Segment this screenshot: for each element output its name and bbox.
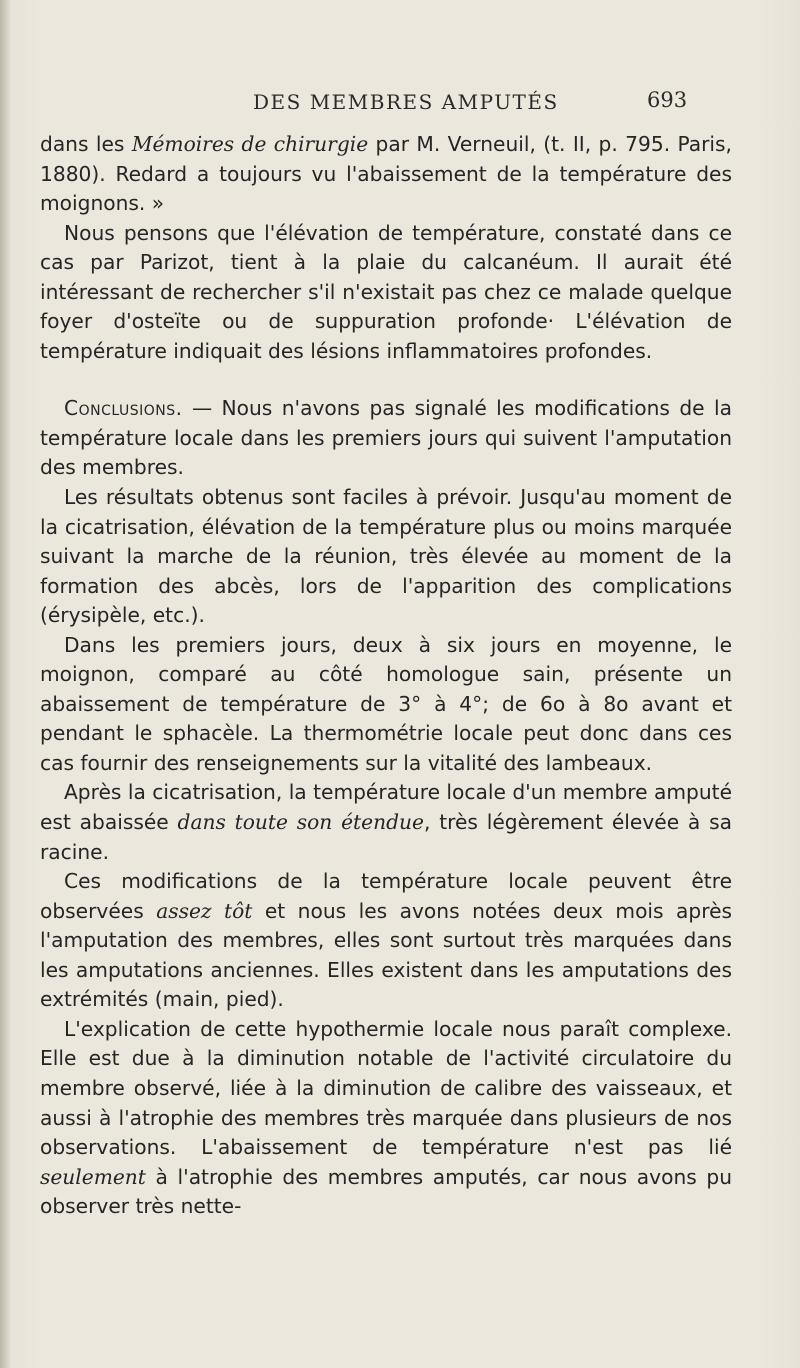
cited-book-title: Mémoires de chirurgie [131, 132, 369, 156]
paragraph-6-text-c: , très légèrement élevée à sa racine. [40, 810, 733, 864]
page-number: 693 [647, 88, 688, 112]
paragraph-2: Nous pensons que l'élévation de température, constaté dans ce cas par Parizot, tient à la plaie du calcanéum. Il aurait été intéressant de rechercher s'il n'existait pas chez ce malade quelque foyer d'osteïte ou de suppuration profonde· L'élévation de température indiquait des lésions inflammatoires profondes. [40, 220, 732, 363]
paragraph-3-text: — Nous n'avons pas signalé les modifications de la température locale dans les premiers jours qui suivent l'amputation des membres. [40, 396, 732, 480]
paragraph-8-text-a: L'explication de cette hypothermie locale nous paraît complexe. Elle est due à la diminution notable de l'activité circulatoire du membre observé, liée à la diminution de calibre des vaisseaux, et aussi à l'atrophie des membres très marquée dans plusieurs de nos observations. L'abaissement de température n'est pas lié [40, 1016, 732, 1160]
paragraph-7 [40, 867, 732, 1015]
paragraph-4: Les résultats obtenus sont faciles à prévoir. Jusqu'au moment de la cicatrisation, élévation de la température plus ou moins marquée suivant la marche de la réunion, très élevée au moment de la formation des abcès, lors de l'apparition des complications (érysipèle, etc.). [40, 485, 732, 628]
paragraph-8-emphasis: seulement [40, 1164, 146, 1189]
page-gutter-shadow [0, 0, 10, 1368]
paragraph-1-text-a: dans les [40, 132, 132, 156]
body-text [40, 130, 732, 1222]
paragraph-7-emphasis: assez tôt [156, 898, 253, 923]
paragraph-8 [40, 1015, 732, 1222]
paragraph-1 [40, 130, 732, 219]
paragraph-6 [40, 778, 732, 867]
paragraph-6-text-a: Après la cicatrisation, la température locale d'un membre amputé est abaissée [40, 780, 732, 835]
paragraph-5: Dans les premiers jours, deux à six jours en moyenne, le moignon, comparé au côté homologue sain, présente un abaissement de température de 3° à 4°; de 6o à 8o avant et pendant le sphacèle. La thermométrie locale peut donc dans ces cas fournir des renseignements sur la vitalité des lambeaux. [40, 632, 732, 775]
section-heading-conclusions: Conclusions. [64, 396, 183, 421]
paragraph-conclusions [40, 394, 732, 483]
paragraph-7-text-a: Ces modifications de la température locale peuvent être observées [40, 869, 732, 923]
running-head: DES MEMBRES AMPUTÉS [253, 90, 559, 114]
paragraph-7-text-c: et nous les avons notées deux mois après l'amputation des membres, elles sont surtout très marquées dans les amputations anciennes. Elles existent dans les amputations des extrémités (main, pied). [40, 898, 733, 1012]
page-header [0, 88, 800, 128]
paragraph-6-emphasis: dans toute son étendue [177, 810, 424, 835]
paragraph-1-text-c: par M. Verneuil, (t. II, p. 795. Paris, 1880). Redard a toujours vu l'abaissement de la température des moignons. » [40, 132, 732, 216]
paragraph-8-text-c: à l'atrophie des membres amputés, car nous avons pu observer très nette- [40, 1164, 732, 1219]
